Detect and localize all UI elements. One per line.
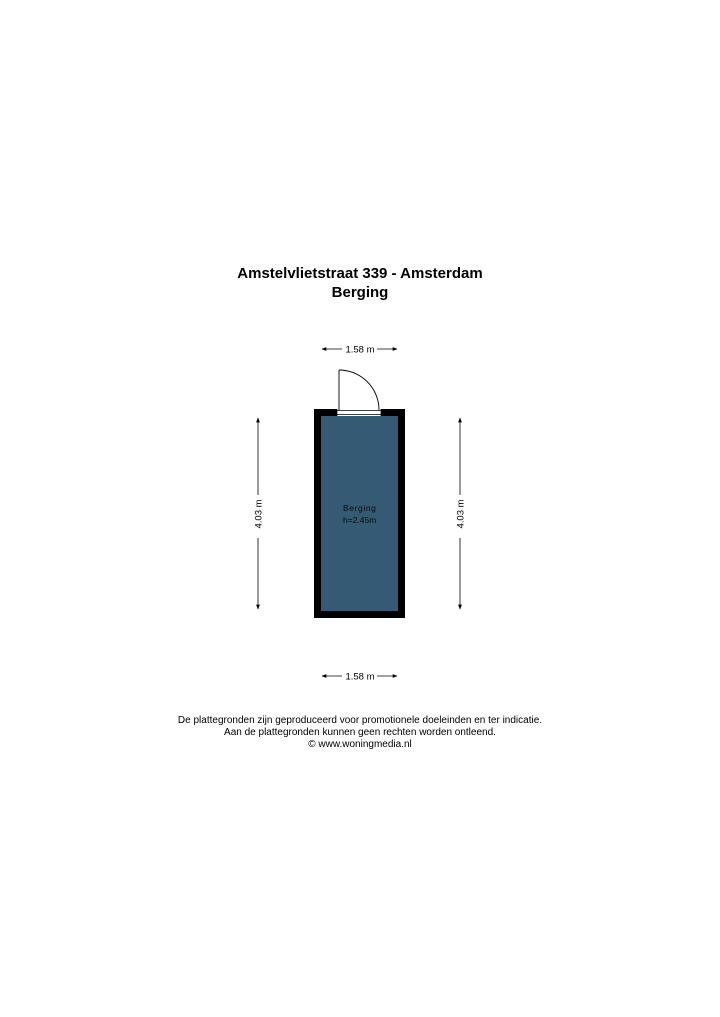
- room-berging: [321, 416, 398, 611]
- right-length-dimension: [456, 418, 467, 609]
- left-length-label: 4.03 m: [253, 499, 265, 529]
- room-name: Berging: [343, 503, 377, 513]
- bottom-width-dimension: [322, 672, 397, 683]
- left-length-dimension: [254, 418, 265, 609]
- copyright-line: © www.woningmedia.nl: [308, 739, 412, 750]
- bottom-width-label: 1.58 m: [345, 671, 375, 683]
- disclaimer-line-1: De plattegronden zijn geproduceerd voor promotionele doeleinden en ter indicatie.: [177, 715, 543, 726]
- disclaimer-line-2: Aan de plattegronden kunnen geen rechten worden ontleend.: [224, 727, 496, 738]
- floor-title: Berging: [331, 284, 389, 301]
- door: [337, 370, 381, 416]
- page-title: Amstelvlietstraat 339 - Amsterdam: [237, 265, 483, 282]
- right-length-label: 4.03 m: [455, 499, 467, 529]
- room-height: h=2.45m: [343, 515, 377, 525]
- top-width-label: 1.58 m: [345, 344, 375, 356]
- top-width-dimension: [322, 345, 397, 356]
